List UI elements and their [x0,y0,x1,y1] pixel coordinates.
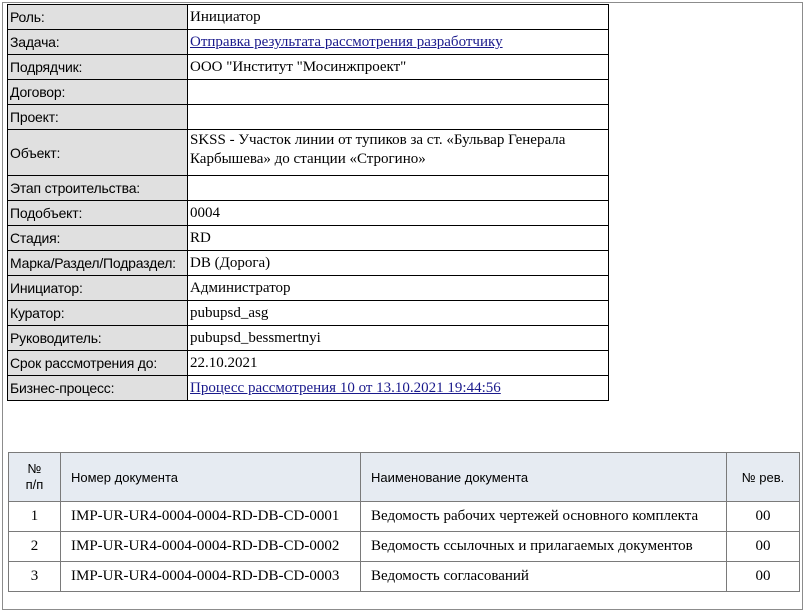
property-value: 22.10.2021 [188,351,609,376]
property-value [188,176,609,201]
property-row-section [8,251,609,276]
property-label: Стадия: [8,226,188,251]
property-value: Инициатор [188,5,609,30]
property-value: SKSS - Участок линии от тупиков за ст. «Бульвар Генерала Карбышева» до станции «Строгино» [188,130,609,176]
property-row-contract [8,80,609,105]
table-row [9,532,800,562]
column-header-revision: № рев. [727,453,800,502]
property-value: RD [188,226,609,251]
column-header-number [9,453,61,502]
property-value: Администратор [188,276,609,301]
doc-number: IMP-UR-UR4-0004-0004-RD-DB-CD-0003 [61,562,361,592]
property-label: Срок рассмотрения до: [8,351,188,376]
property-value: ООО "Институт "Мосинжпроект" [188,55,609,80]
property-value: pubupsd_bessmertnyi [188,326,609,351]
property-label: Бизнес-процесс: [8,376,188,401]
property-label: Инициатор: [8,276,188,301]
column-header-number-line2: п/п [25,477,44,492]
column-header-doc-name: Наименование документа [361,453,727,502]
documents-table [8,452,800,592]
business-process-link[interactable]: Процесс рассмотрения 10 от 13.10.2021 19:44:56 [190,380,501,396]
property-row-subobject [8,201,609,226]
property-value: pubupsd_asg [188,301,609,326]
property-row-construction-stage [8,176,609,201]
doc-name: Ведомость рабочих чертежей основного комплекта [361,502,727,532]
property-label: Руководитель: [8,326,188,351]
property-row-initiator [8,276,609,301]
property-value [188,80,609,105]
task-link[interactable]: Отправка результата рассмотрения разработчику [190,34,503,50]
doc-number: IMP-UR-UR4-0004-0004-RD-DB-CD-0001 [61,502,361,532]
property-row-object [8,130,609,176]
property-label: Подобъект: [8,201,188,226]
property-label: Марка/Раздел/Подраздел: [8,251,188,276]
property-label: Подрядчик: [8,55,188,80]
row-number: 3 [9,562,61,592]
row-number: 1 [9,502,61,532]
property-value [188,105,609,130]
property-row-project [8,105,609,130]
property-label: Объект: [8,130,188,176]
doc-revision: 00 [727,532,800,562]
table-row [9,502,800,532]
property-value: DB (Дорога) [188,251,609,276]
doc-number: IMP-UR-UR4-0004-0004-RD-DB-CD-0002 [61,532,361,562]
property-label: Задача: [8,30,188,55]
property-row-business-process [8,376,609,401]
doc-revision: 00 [727,562,800,592]
column-header-doc-number: Номер документа [61,453,361,502]
property-value: 0004 [188,201,609,226]
row-number: 2 [9,532,61,562]
doc-revision: 00 [727,502,800,532]
property-row-role [8,5,609,30]
task-properties-table [7,4,609,401]
property-row-task [8,30,609,55]
property-label: Роль: [8,5,188,30]
doc-name: Ведомость согласований [361,562,727,592]
property-row-contractor [8,55,609,80]
property-label: Куратор: [8,301,188,326]
column-header-number-line1: № [27,461,42,476]
property-label: Этап строительства: [8,176,188,201]
doc-name: Ведомость ссылочных и прилагаемых документов [361,532,727,562]
property-row-deadline [8,351,609,376]
property-row-stage [8,226,609,251]
property-row-curator [8,301,609,326]
table-row [9,562,800,592]
property-label: Договор: [8,80,188,105]
property-label: Проект: [8,105,188,130]
property-row-manager [8,326,609,351]
documents-header-row [9,453,800,502]
